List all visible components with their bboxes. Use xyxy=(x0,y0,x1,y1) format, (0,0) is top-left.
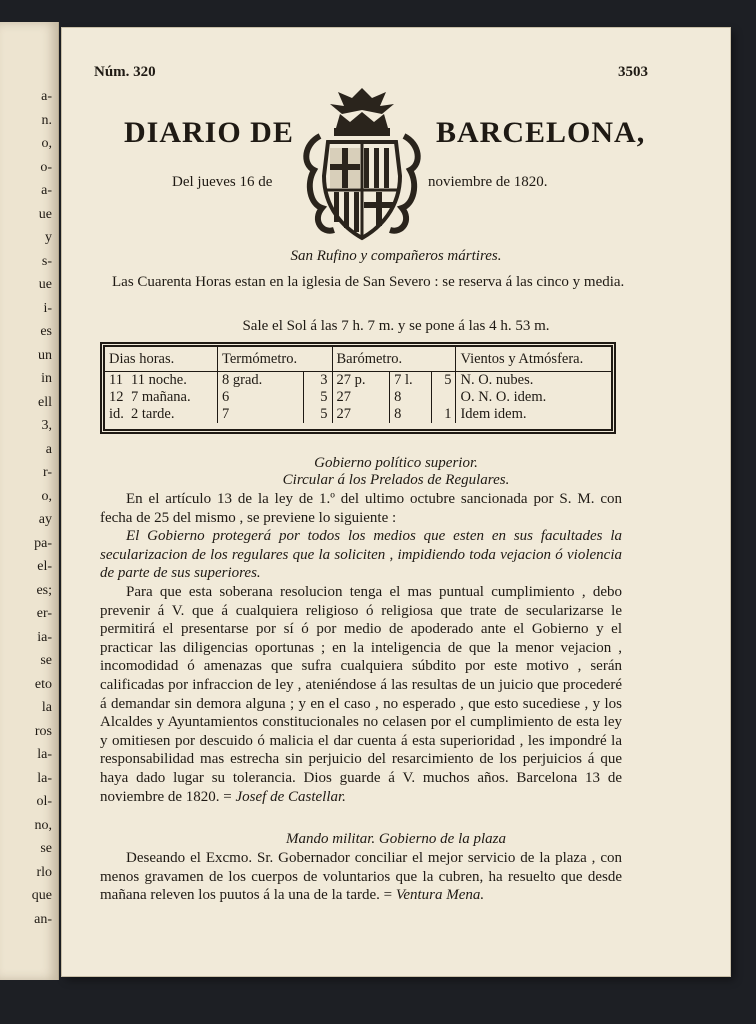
text-fragment: o, xyxy=(41,488,52,504)
hour: 2 tarde. xyxy=(131,406,175,422)
text-fragment: a xyxy=(45,441,52,457)
text-fragment: o- xyxy=(40,159,52,175)
thermo-fraction: 3 xyxy=(304,372,332,390)
baro-inches: 27 xyxy=(332,389,390,406)
baro-points xyxy=(431,389,456,406)
day-hour xyxy=(105,389,218,406)
sunrise-sunset: Sale el Sol á las 7 h. 7 m. y se pone á las 4 h. 53 m. xyxy=(242,318,550,334)
text-fragment: a- xyxy=(41,183,52,198)
thermo-degrees: 7 xyxy=(218,406,304,423)
paragraph xyxy=(100,583,622,806)
section-title-mando: Mando militar. Gobierno de la plaza xyxy=(286,831,506,847)
text-fragment: in xyxy=(41,371,52,386)
weather-row xyxy=(105,372,611,390)
thermo-fraction: 5 xyxy=(304,406,332,423)
issue-number: Núm. 320 xyxy=(94,64,156,80)
day: 11 xyxy=(109,372,123,388)
paragraph-text: Deseando el Excmo. Sr. Gobernador conciliar el mejor servicio de la plaza , con menos gravamen de los cuerpos de voluntarios que la cubren, ha resuelto que desde mañana releven los puutos á la una de la tarde. = xyxy=(100,850,622,904)
text-fragment: an- xyxy=(34,911,52,927)
day-hour xyxy=(105,406,218,423)
text-fragment: 3, xyxy=(41,418,52,433)
text-fragment: n. xyxy=(41,112,52,128)
baro-points: 5 xyxy=(431,372,456,390)
baro-inches: 27 p. xyxy=(332,372,390,390)
text-fragment: que xyxy=(31,888,52,903)
text-fragment: er- xyxy=(36,606,52,621)
text-fragment: i- xyxy=(43,300,52,316)
text-fragment: a- xyxy=(41,89,52,104)
text-fragment: o, xyxy=(41,136,52,151)
page-number: 3503 xyxy=(618,64,648,80)
text-fragment: la- xyxy=(37,770,52,786)
text-fragment: ia- xyxy=(37,629,52,645)
barcelona-coat-of-arms-icon xyxy=(300,84,424,246)
text-fragment: rlo xyxy=(36,864,52,880)
text-fragment: el- xyxy=(37,559,52,574)
text-fragment: no, xyxy=(34,817,52,833)
baro-lines: 8 xyxy=(390,389,432,406)
text-fragment: ell xyxy=(38,394,52,410)
thermo-degrees: 8 grad. xyxy=(218,372,304,390)
paragraph-text: Para que esta soberana resolucion tenga el mas puntual cumplimiento , debo prevenir á V. que á cualquiera religioso ó religiosa que trate de secularizarse le permitirá el presentarse por sí ó por medio de apoderado ante el Gobierno y el practicar las diligencias oportunas ; en la inteligencia de que la menor vejacion , incomodidad ó amenazas que sufra cualquiera súbdito por este motivo , serán calificadas por infraccion de ley , ateniéndose á las resultas de un juicio que procederé á demandar sin demora alguna ; y en el caso , no esperado , que esto sucediese , y los Alcaldes y Ayuntamientos constitucionales no celasen por el cumplimiento de esta ley y omitiesen por descuido ó malicia el dar cuenta á esta superioridad , les impondré la responsabilidad mas estrecha sin perjuicio del resarcimiento de los perjuicios á que haya dado lugar su tolerancia. Dios guarde á V. muchos años. Barcelona 13 de noviembre de 1820. = xyxy=(100,583,622,805)
thermo-fraction: 5 xyxy=(304,389,332,406)
text-fragment: es; xyxy=(36,582,52,598)
text-fragment: ue xyxy=(38,277,52,292)
text-fragment: y xyxy=(45,230,52,245)
weather-table xyxy=(100,342,616,434)
saints-of-the-day: San Rufino y compañeros mártires. xyxy=(290,248,502,264)
signature: Ventura Mena. xyxy=(395,887,485,904)
gobierno-article xyxy=(100,490,622,806)
header-days-hours: Dias horas. xyxy=(105,347,218,372)
day-hour xyxy=(105,372,218,390)
date-right: noviembre de 1820. xyxy=(428,174,548,190)
wind-weather: O. N. O. idem. xyxy=(460,389,547,405)
previous-page-fragment xyxy=(0,22,59,980)
wind-weather: Idem idem. xyxy=(460,406,527,422)
section-title-gobierno: Gobierno político superior. xyxy=(314,455,478,471)
hour: 7 mañana. xyxy=(131,389,191,405)
text-fragment: s- xyxy=(41,253,52,269)
baro-lines: 8 xyxy=(390,406,432,423)
text-fragment: ol- xyxy=(36,794,52,809)
weather-row xyxy=(105,389,611,406)
text-fragment: se xyxy=(40,653,52,668)
header-barometer: Barómetro. xyxy=(332,347,456,372)
paragraph: En el artículo 13 de la ley de 1.º del ultimo octubre sancionada por S. M. con fecha de 25 del mismo , se previene lo siguiente : xyxy=(100,491,622,526)
text-fragment: ue xyxy=(38,206,52,222)
weather-row xyxy=(105,406,611,423)
text-fragment: ros xyxy=(34,723,52,739)
wind-weather: N. O. nubes. xyxy=(460,372,534,388)
text-fragment: la- xyxy=(37,747,52,762)
text-fragment: se xyxy=(40,841,52,856)
mando-article xyxy=(100,849,622,905)
text-fragment: la xyxy=(41,700,52,715)
text-fragment: es xyxy=(40,324,52,339)
paragraph xyxy=(100,849,622,905)
baro-inches: 27 xyxy=(332,406,390,423)
masthead-title-right: BARCELONA, xyxy=(436,116,646,149)
text-fragment: r- xyxy=(42,465,52,480)
header-thermometer: Termómetro. xyxy=(218,347,333,372)
forty-hours-notice: Las Cuarenta Horas estan en la iglesia de San Severo : se reserva á las cinco y media. xyxy=(112,274,625,290)
day: id. xyxy=(109,406,124,422)
text-fragment: un xyxy=(38,347,52,363)
date-left: Del jueves 16 de xyxy=(172,174,273,190)
header-winds: Vientos y Atmósfera. xyxy=(456,347,611,372)
text-fragment: ay xyxy=(38,512,52,527)
newspaper-page xyxy=(62,28,730,976)
text-fragment: pa- xyxy=(34,535,52,551)
quoted-law: El Gobierno protegerá por todos los medios que esten en sus facultades la secularizacion de los regulares que la soliciten , impidiendo toda vejacion ó violencia de parte de sus superiores. xyxy=(100,528,622,582)
baro-lines: 7 l. xyxy=(390,372,432,390)
masthead-title-left: DIARIO DE xyxy=(124,116,294,149)
section-subtitle-circular: Circular á los Prelados de Regulares. xyxy=(282,472,510,488)
day: 12 xyxy=(109,389,124,405)
signature: Josef de Castellar. xyxy=(235,788,346,805)
text-fragment: eto xyxy=(34,676,52,692)
baro-points: 1 xyxy=(431,406,456,423)
thermo-degrees: 6 xyxy=(218,389,304,406)
hour: 11 noche. xyxy=(131,372,187,388)
